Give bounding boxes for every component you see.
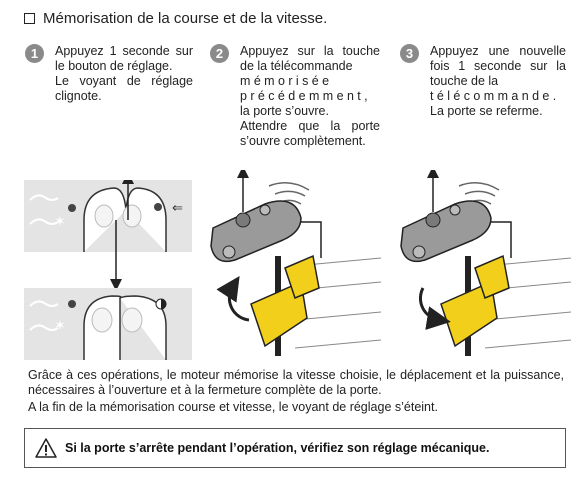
remote-control-icon-3 xyxy=(401,201,491,261)
warning-triangle-icon xyxy=(35,438,57,458)
step-1-number: 1 xyxy=(25,44,44,63)
title-text: Mémorisation de la course et de la vitesse. xyxy=(43,10,328,27)
led-indicator-bottom xyxy=(68,300,76,308)
sun-icon: ✶ xyxy=(54,213,66,229)
body-paragraph-1: Grâce à ces opérations, le moteur mémorise la vitesse choisie, le déplacement et la puissance, nécessaires à l’ouverture et à la fermeture complète de la porte. xyxy=(28,368,564,397)
step-3-number: 3 xyxy=(400,44,419,63)
body-paragraph-2: A la fin de la mémorisation course et vitesse, le voyant de réglage s’éteint. xyxy=(28,400,438,414)
remote-door-opening-illustration xyxy=(205,170,385,360)
step-2-line-2: mémorisée xyxy=(240,74,333,88)
warning-box xyxy=(24,428,566,468)
step-2-line-1: Appuyez sur la touche de la télécommande xyxy=(240,44,380,73)
step-3-line-3: La porte se referme. xyxy=(430,104,543,118)
led-right xyxy=(154,203,162,211)
step-3-line-2: télécommande. xyxy=(430,89,560,103)
step-1 xyxy=(25,44,193,124)
step-2-line-3: précédemment, xyxy=(240,89,372,103)
step-3 xyxy=(400,44,568,124)
step-2-number: 2 xyxy=(210,44,229,63)
button-left xyxy=(95,205,113,227)
sun-icon-bottom: ✶ xyxy=(54,317,66,333)
step-2-line-5: Attendre que la porte s’ouvre complètement. xyxy=(240,119,380,148)
warning-text: Si la porte s’arrête pendant l’opération, vérifiez son réglage mécanique. xyxy=(65,441,490,455)
step-2-line-4: la porte s’ouvre. xyxy=(240,104,329,118)
button-right-bottom xyxy=(122,308,142,332)
rotation-arrow xyxy=(229,286,249,320)
arrow-left-icon: ⇐ xyxy=(172,200,183,215)
button-left-bottom xyxy=(92,308,112,332)
checkbox-icon xyxy=(24,13,35,24)
step-1-line-2: Le voyant de réglage clignote. xyxy=(55,74,193,103)
remote-control-icon xyxy=(211,201,301,261)
led-indicator xyxy=(68,204,76,212)
button-right xyxy=(123,205,141,227)
control-panel-illustration xyxy=(24,180,194,360)
section-title xyxy=(24,10,327,27)
step-1-line-1: Appuyez 1 seconde sur le bouton de réglage. xyxy=(55,44,193,73)
step-3-line-1: Appuyez une nouvelle fois 1 seconde sur la touche de la xyxy=(430,44,566,88)
step-2 xyxy=(210,44,382,154)
remote-door-closing-illustration xyxy=(395,170,575,360)
explanation-text xyxy=(28,368,564,417)
rotation-arrow-3 xyxy=(420,288,439,320)
